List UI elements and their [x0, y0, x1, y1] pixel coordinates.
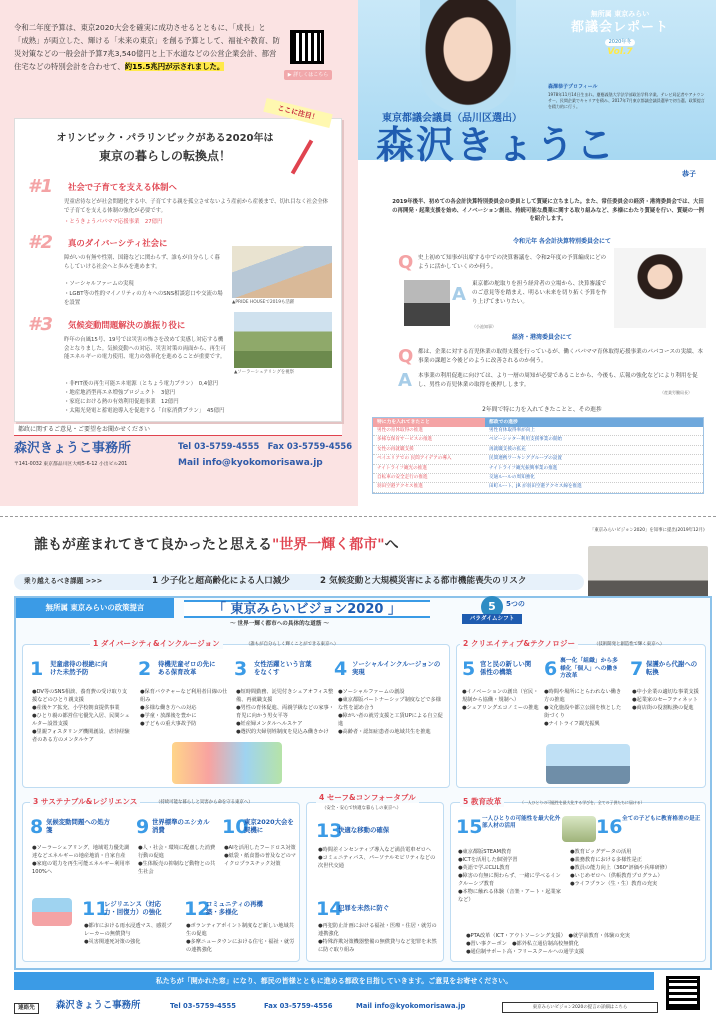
item-number: 2	[138, 658, 152, 680]
table-cell: 羽田空港アクセス推進	[377, 484, 423, 490]
bullet-item: ・太陽光発電と蓄電池導入を促進する「自家消費プラン」 45億円	[64, 408, 225, 414]
table-header	[373, 418, 703, 427]
progress-table	[372, 417, 704, 494]
table-cell: 多様な保育サービスの推進	[377, 437, 433, 443]
five-badge: 5	[481, 596, 503, 618]
photo-caption: ▲ソーラーシェアリングを視察	[234, 370, 295, 375]
item-number: 3	[234, 658, 248, 680]
school-illustration	[562, 816, 596, 842]
item-title: レジリエンス（対応力・回復力）の強化	[104, 900, 162, 917]
item-number: 1	[30, 658, 44, 680]
section-body: 昨年の台風15号、19号では災害の怖さを改めて実感し対応する機会となりました。気候変動への対応、災害対策の両面から、再生可能エネルギーの電力使用、電力の効率化を進めることが重要です。	[64, 337, 226, 361]
question-text: 都は、企業に対する育児休業の取得支援を行っているが、働くパパママ育休取得応援事業のパパコースの実績、本事業の課題と今後どのように改善されるのか伺う。	[418, 349, 704, 364]
table-row	[373, 465, 703, 474]
item-number: 14	[316, 898, 343, 920]
item-list: ●再犯防止計画における福祉・医療・住居・就労の連携強化 ●特殊詐欺対策機器整備の無償貸与など犯罪を未然に防ぐ取り組み	[318, 923, 437, 954]
contact-label: 連絡先	[14, 1003, 39, 1014]
item-title: 待機児童ゼロの先にある保育改革	[158, 660, 216, 677]
item-title: 裏一化「組織」から多様化「個人」への働き方改革	[560, 658, 618, 680]
bullet-item: ・家庭における熱の有効利用促進事業 12億円	[64, 399, 179, 405]
card-title-line1: オリンピック・パラリンピックがある2020年は	[56, 133, 274, 144]
table-cell: ナイトライフ観光振興事業の推進	[489, 465, 558, 471]
table-cell: 男性育休取得率が向上	[489, 428, 535, 433]
children-illustration	[172, 742, 282, 784]
item-title: 児童虐待の根絶に向けた未然予防	[50, 660, 108, 677]
qr-label[interactable]: ▶ 詳しくはこちら	[284, 70, 332, 80]
footer-phone[interactable]: Tel 03-5759-4555	[170, 1002, 236, 1010]
table-cell: 交通ルールの周知強化	[489, 475, 535, 481]
report-badge	[544, 10, 696, 58]
table-cell: ナイトライフ観光の推進	[377, 465, 427, 471]
pride-house-photo	[232, 246, 332, 298]
footer-fax: Fax 03-5759-4556	[264, 1002, 333, 1010]
group-heading: 3 サステナブル&レジリエンス	[30, 797, 140, 807]
group-heading: 1 ダイバーシティ&インクルージョン	[90, 639, 223, 649]
vision-headline	[34, 536, 574, 554]
section-number: #1	[28, 176, 54, 197]
item-number: 12	[184, 898, 211, 920]
header-cell: 特に力を入れてきたこと	[373, 418, 485, 427]
item-number: 4	[334, 658, 348, 680]
contact-note: 都政に関するご意見・ご要望をお聞かせください	[14, 424, 342, 436]
group-heading: 5 教育改革	[460, 797, 504, 807]
bullet-item: ・地産地消型再エネ増強プロジェクト 3億円	[64, 390, 176, 396]
table-row	[373, 455, 703, 464]
item-number: 13	[316, 820, 343, 842]
footer-email[interactable]: Mail info@kyokomorisawa.jp	[356, 1002, 466, 1010]
vision-title: 「 東京みらいビジョン2020 」	[184, 600, 430, 618]
item-title: 東京2020大会を契機に	[244, 818, 294, 835]
section-title: 真のダイバーシティ社会に	[68, 238, 168, 248]
table-cell: 田町ルート、JR が羽田空港アクセス線を推進	[489, 484, 582, 490]
table-cell: ベビーシッター利用支援事業の開始	[489, 437, 563, 443]
section-title: 気候変動問題解決の旗振り役に	[68, 320, 186, 330]
item-list: ●人・社会・環境に配慮した消費行動の促進 ●生体販売の抑制など動物との共生社会	[138, 845, 216, 876]
item-title: 快適な移動の確保	[338, 826, 390, 834]
party-name: 無所属 東京みらい	[590, 10, 650, 18]
office-address: 〒141-0032 東京都品川区大崎5-6-12 小出ビル201	[14, 462, 128, 467]
headline-part: 誰もが産まれてきて良かったと思える	[34, 537, 272, 553]
five-label: 5つの	[506, 600, 525, 608]
footer-message: 私たちが「開かれた窓」になり、都民の皆様とともに進める都政を目指していきます。ご意見をお寄せください。	[14, 972, 654, 990]
house-illustration	[32, 898, 72, 926]
section-number: #3	[28, 314, 54, 335]
item-title: コミュニティの再構築・多様化	[206, 900, 263, 917]
item-list: ●AIを活用したフードロス対策 ●紙袋・紙食器の普及などのマイクロプラスチック対策	[224, 845, 296, 868]
table-cell: 女性の再就職支援	[377, 446, 414, 452]
group-note: （安全・安心で快適な暮らしの東京へ）	[322, 806, 402, 811]
group-note: （一人ひとりの可能性を最大化する学びを、全ての子供たちに届ける）	[520, 800, 645, 805]
session-label: 令和元年 各会計決算特別委員会にて	[512, 238, 612, 245]
table-row	[373, 474, 703, 483]
qr-note: 東京みらいビジョン2020の提言の詳細はこちら	[502, 1002, 658, 1013]
item-list: ●ソーシャルファームの創設 ●東京都版パートナーシップ制度などで多様な性を認め合う ●障がい者の就労支援と工賃UPによる自立促進 ●高齢者・認知症患者の地域共生を推進	[338, 689, 443, 736]
intro-text	[14, 22, 280, 74]
card-title-line2: 東京の暮らしの転換点！	[98, 149, 231, 163]
item-number: 9	[136, 816, 150, 838]
item-title: 犯罪を未然に防ぐ	[338, 904, 390, 912]
header-cell: 都政での進捗	[485, 418, 703, 427]
section-number: #2	[28, 232, 54, 253]
question-mark-icon: Q	[398, 346, 414, 367]
item-title: 世界標準のエシカル消費	[152, 818, 210, 835]
item-list: ●ボランティアポイント制度など新しい地域共生の促進 ●多摩ニュータウンにおける住宅・福祉・就労の連携強化	[186, 923, 295, 954]
report-season: 2020年冬	[605, 39, 636, 46]
bullet-item: ・非FIT後の再生可能エネ電源（とちょう電力プラン） 0,4億円	[64, 381, 219, 387]
bullet-item: ・ソーシャルファームの実現	[64, 281, 134, 287]
item-title: 一人ひとりの可能性を最大化外部人材の活用	[482, 816, 561, 830]
progress-title: 2年間で特に力を入れてきたことと、その進捗	[482, 407, 602, 413]
bullet-item: ・LGBT等の性的マイノリティの方々へのSNS相談窓口や交流の場を設置	[64, 291, 223, 306]
focus-tag: ここに注目！	[263, 98, 332, 128]
item-title: 全ての子どもに教育格差の是正	[622, 816, 701, 822]
item-number: 16	[596, 816, 623, 838]
vision-subtitle: 〜 世界一輝く都市への具体的な道筋 〜	[230, 621, 329, 627]
intro-highlight: 約15.5兆円が示されました。	[124, 61, 225, 71]
table-cell: ベイエリアでの 民間アイデアの導入	[377, 456, 452, 462]
office-name: 森沢きょうこ事務所	[14, 441, 132, 456]
policy-ribbon: 無所属 東京みらいの政策提言	[16, 598, 174, 618]
item-list: ●短時間勤務、託児付きシェアオフィス整備、再就職支援 ●男性の育休促進、両親学級などの家事・育児に向かう男女平等 ●妊産婦メンタルヘルスケア ●選択的夫婦別姓制度を見込み働きかけ	[236, 689, 334, 736]
answer-mark-icon: A	[398, 370, 412, 391]
answer-text: 本事業の利用促進に向けては、より一層の周知が必要であることから、今後も、広報の強化などにより利用を促し、男性の育児休業の取得を後押しします。	[418, 373, 698, 388]
item-list: ●ソーラーシェアリング、地域電力優先調達などエネルギーの地産地消・自家自産 ●家庭の電力を再生可能エネルギー利用率100%へ	[32, 845, 130, 876]
answer-source: （産業労働局長）	[660, 390, 692, 395]
qr-code[interactable]	[290, 30, 324, 64]
table-cell: 男性の育休取得の推進	[377, 428, 423, 433]
item-list: ●都市における雨水浸透マス、感震ブレーカーの無償貸与 ●災害関連死対策の強化	[84, 923, 172, 946]
section-title: 社会で子育てを支える体制へ	[68, 182, 177, 192]
intro-body: 令和二年度予算は、東京2020大会を確実に成功させるとともに、「成長」と「成熟」が両立した、輝ける「未来の東京」を創る予算として、福祉や教育、防災対策などの一般会計予算7兆3,540億円と上下水道などの公営企業会計、都営住宅などの特別会計を合わせて、	[14, 23, 280, 71]
item-list: ●中小企業の適切な事業支援 ●起業家のセーフティネット ●商店街の役割転換の促進	[632, 689, 699, 712]
item-number: 7	[630, 658, 644, 680]
office-email[interactable]: Mail info@kyokomorisawa.jp	[178, 458, 323, 468]
item-list: ●DV等のSNS相談、養育費の受け取り支援などのひとり親支援 ●産後ケア拡充、小学校朝食提供事業 ●ひとり親の都営住宅優先入居、民間シェルター設置支援 ●里親フォスタリング機関創設、虐待経験者のある方のメンタルケア	[32, 689, 130, 744]
headline-part: へ	[384, 537, 399, 553]
item-list: ●保育バウチャーなど利用者目線の仕組み ●多様な働き方への対応 ●学童・放課後を豊かに ●子どもの重大事故予防	[140, 689, 228, 728]
section-body: 児童虐待などが社会問題化する中、子育てする親を孤立させないよう産前から産後まで、切れ目なく社会全体で子育てを支える体制の強化が必要です。	[64, 199, 329, 214]
lead-text: 2019年後半、初めての各会計決算特別委員会の委員として質疑に立ちました。また、常任委員会の経済・港湾委員会では、大田の再開発・起業支援を始め、イノベーション創出、持続可能な農業に関する取り組みなど、多様にわたり質疑を行い、質疑の一例を紹介します。	[392, 199, 704, 223]
issue-2: 2 気候変動と大規模災害による都市機能喪失のリスク	[320, 576, 527, 586]
fold-line	[0, 516, 716, 517]
city-illustration	[546, 744, 630, 784]
report-title: 都議会レポート	[570, 20, 669, 36]
item-number: 6	[544, 658, 558, 680]
table-row	[373, 436, 703, 445]
table-cell: 自転車の安全走行の推進	[377, 475, 428, 481]
paradigm-shift-label: パラダイムシフト	[462, 614, 522, 624]
office-phone[interactable]: Tel 03-5759-4555 Fax 03-5759-4556	[178, 441, 353, 451]
item-number: 10	[222, 816, 249, 838]
section-body: 障がいの有無や性別、国籍などに関わらず、誰もが自分らしく暮らしていける社会へと歩みを進めます。	[64, 255, 220, 270]
group-note: （持続可能な暮らしと災害から命を守る東京へ）	[156, 800, 253, 805]
item-list: ●イノベーションの創出（官民・規制から協働・規制へ） ●シェアリングエコノミーの推進	[462, 689, 539, 712]
item-number: 11	[82, 898, 109, 920]
item-list: ●時間差インセンティブ導入など満員電車ゼロへ ●コミュニティバス、パーソナルモビリティなどの次世代交通	[318, 847, 436, 870]
session-label: 経済・港湾委員会にて	[511, 334, 572, 341]
item-number: 5	[462, 658, 476, 680]
speaking-photo	[614, 248, 706, 328]
report-volume: Vol.7	[607, 47, 633, 58]
photo-caption: ▲PRIDE HOUSEで2019も活躍	[232, 300, 295, 305]
photo-caption: 「東京みらいビジョン2020」を知事に提出(2019年12月)	[590, 528, 705, 533]
issue-label: 乗り越えるべき課題 >>>	[24, 577, 103, 585]
item-number: 15	[456, 816, 483, 838]
answer-mark-icon: A	[452, 284, 466, 305]
item-title: 気候変動問題への処方箋	[46, 818, 110, 835]
education-extra-list: ●PTA改革（ICT・アウトソーシング支援） ●就学前教育・体験の充実 ●習い事クーポン ●都外私立通信制高校無償化 ●通信制サポート高・フリースクールへの通学支援	[466, 933, 630, 956]
group-note: （誰もが自分らしく輝くことができる東京へ）	[246, 642, 339, 647]
group-heading: 4 セーフ&コンフォータブル	[316, 793, 419, 803]
budget-item: ・とうきょうパパママ応援事業 27億円	[64, 219, 163, 225]
table-cell: 民間連携ワーキンググループの設置	[489, 456, 562, 462]
answer-source: （小池知事）	[472, 324, 496, 329]
qr-code[interactable]	[666, 976, 700, 1010]
profile-text: 1978年11月14日生まれ。慶應義塾大学法学部政治学科卒業。テレビ局記者やアナウンサー、民間企業でキャリアを積み、2017年7月東京都議会議員選挙で初当選。政策提言を精力的に行う。	[548, 92, 705, 109]
item-number: 8	[30, 816, 44, 838]
table-cell: 再就職支援の拡充	[489, 446, 526, 452]
item-title: 女性活躍という言葉をなくす	[254, 660, 312, 677]
group-heading: 2 クリエイティブ&テクノロジー	[460, 639, 578, 649]
profile-heading: 森澤恭子プロフィール	[548, 84, 598, 90]
headline-emphasis: "世界一輝く都市"	[272, 537, 385, 553]
member-name: 森沢きょうこ	[376, 123, 617, 167]
item-title: 官と民の新しい関係性の構築	[480, 660, 532, 677]
issue-1: 1 少子化と超高齢化による人口減少	[152, 576, 290, 586]
question-text: 史上初めて知事が出席する中での決算審議を、令和2年度の予算編成にどのように活かしていくのか伺う。	[418, 255, 607, 270]
item-title: 保護から代謝への転換	[646, 660, 698, 677]
table-row	[373, 427, 703, 436]
item-list: ●時間や場所にとらわれない働き方の推進 ●文化施設や都立公園を核とした街づくり ●ナイトライフ観光振興	[544, 689, 622, 728]
item-title: ソーシャルインクルージョンの実現	[352, 660, 441, 677]
member-role: 東京都議会議員（品川区選出）	[382, 113, 522, 124]
item-list: ●東京都版STEAM教育 ●ICTを活用した個別学習 ●英語で学ぶCLIL教育 ●障害の有無に関わらず、一緒に学べるインクルーシブ教育 ●本物に触れる体験（音楽・アート・起業家など）	[458, 849, 561, 904]
member-given-name: 恭子	[682, 170, 696, 178]
table-row	[373, 446, 703, 455]
answer-text: 東京都の舵取りを担う経営者の立場から、決算審議でのご意見等を踏まえ、明るい未来を切り拓く予算を作り上げてまいりたい。	[472, 281, 607, 305]
committee-photo	[404, 280, 450, 326]
item-list: ●教育ビッグデータの活用 ●義務教育における多様性是正 ●教員の能力向上（360°評価や兵庫研修） ●いじめゼロへ（供帳教育プログラム） ●ライフプラン（生・生）教育の充実	[570, 849, 671, 888]
table-row	[373, 483, 703, 492]
question-mark-icon: Q	[398, 252, 414, 273]
solar-sharing-photo	[234, 312, 332, 368]
group-note: （技術開発と創造性で輝く東京へ）	[594, 642, 665, 647]
portrait-photo	[420, 0, 516, 112]
footer-office-name: 森沢きょうこ事務所	[56, 1000, 141, 1011]
